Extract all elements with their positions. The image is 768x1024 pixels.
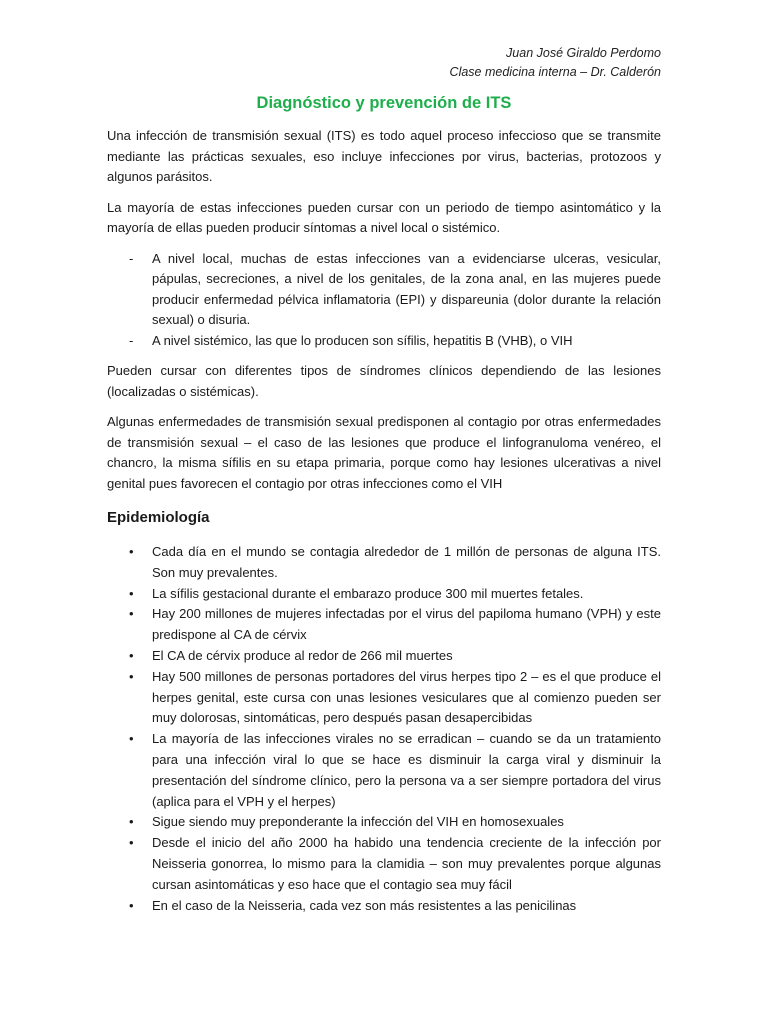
list-item-text: Desde el inicio del año 2000 ha habido una tendencia creciente de la infección por Neisseria gonorrea, lo mismo para la clamidia – son muy prevalentes porque algunas cursan asintomáticas y eso hace que el contagio sea muy fácil <box>152 835 661 892</box>
list-item <box>107 331 661 352</box>
symptom-list <box>107 249 661 352</box>
dash-marker: - <box>129 250 134 266</box>
list-item-text: La sífilis gestacional durante el embarazo produce 300 mil muertes fetales. <box>152 585 584 601</box>
epidemiology-heading: Epidemiología <box>107 509 210 526</box>
list-item <box>107 833 661 895</box>
list-item-text: A nivel sistémico, las que lo producen son sífilis, hepatitis B (VHB), o VIH <box>152 332 573 348</box>
list-item <box>107 729 661 812</box>
epidemiology-list <box>107 542 661 916</box>
list-item <box>107 646 661 667</box>
list-item-text: Cada día en el mundo se contagia alrededor de 1 millón de personas de alguna ITS. Son muy prevalentes. <box>152 544 661 580</box>
list-item <box>107 812 661 833</box>
dash-marker: - <box>129 332 134 348</box>
list-item-text: Sigue siendo muy preponderante la infección del VIH en homosexuales <box>152 814 564 830</box>
document-header <box>107 44 661 82</box>
middle-paragraph-2: Algunas enfermedades de transmisión sexual predisponen al contagio por otras enfermedades de transmisión sexual – el caso de las lesiones que produce el linfogranuloma venéreo, el chancro, la misma sífilis en su etapa primaria, porque como hay lesiones ulcerativas a nivel genital pues favorecen el contagio por otras infecciones como el VIH <box>107 414 661 491</box>
bullet-marker: • <box>129 606 134 622</box>
list-item-text: Hay 500 millones de personas portadores del virus herpes tipo 2 – es el que produce el herpes genital, este cursa con unas lesiones vesiculares que al comienzo pueden ser muy dolorosas, sintomáticas, pero después pasan desapercibidas <box>152 668 661 726</box>
list-item <box>107 249 661 331</box>
list-item-text: La mayoría de las infecciones virales no se erradican – cuando se da un tratamiento para una infección viral lo que se hace es disminuir la carga viral y disminuir la presentación del síndrome clínico, pero la persona va a ser siempre portadora del virus (aplica para el VPH y el herpes) <box>152 731 661 809</box>
bullet-marker: • <box>129 897 134 913</box>
list-item-text: El CA de cérvix produce al redor de 266 mil muertes <box>152 647 453 663</box>
bullet-marker: • <box>129 647 134 663</box>
list-item <box>107 667 661 729</box>
bullet-marker: • <box>129 585 134 601</box>
document-title: Diagnóstico y prevención de ITS <box>256 94 512 112</box>
bullet-marker: • <box>129 731 134 747</box>
list-item <box>107 896 661 917</box>
bullet-marker: • <box>129 544 134 559</box>
bullet-marker: • <box>129 668 134 684</box>
list-item-text: Hay 200 millones de mujeres infectadas por el virus del papiloma humano (VPH) y este predispone al CA de cérvix <box>152 606 661 643</box>
intro-paragraph-1: Una infección de transmisión sexual (ITS) es todo aquel proceso infeccioso que se transmite mediante las prácticas sexuales, eso incluye infecciones por virus, bacterias, protozoos y algunos parásitos. <box>107 128 661 184</box>
bullet-marker: • <box>129 814 134 830</box>
list-item <box>107 542 661 584</box>
list-item <box>107 584 661 605</box>
list-item-text: A nivel local, muchas de estas infecciones van a evidenciarse ulceras, vesicular, pápulas, secreciones, a nivel de los genitales, de la zona anal, en las mujeres puede producir enfermedad pélvica inflamatoria (EPI) y dispareunia (dolor durante la relación sexual) o disuria. <box>152 250 661 327</box>
list-item-text: En el caso de la Neisseria, cada vez son más resistentes a las penicilinas <box>152 897 577 913</box>
middle-paragraph-1: Pueden cursar con diferentes tipos de síndromes clínicos dependiendo de las lesiones (localizadas o sistémicas). <box>107 363 661 399</box>
intro-paragraph-2: La mayoría de estas infecciones pueden cursar con un periodo de tiempo asintomático y la mayoría de ellas pueden producir síntomas a nivel local o sistémico. <box>107 199 661 235</box>
bullet-marker: • <box>129 835 134 851</box>
author-name: Juan José Giraldo Perdomo <box>506 46 661 60</box>
course-name: Clase medicina interna – Dr. Calderón <box>449 65 661 79</box>
document-page <box>107 44 661 916</box>
list-item <box>107 604 661 646</box>
